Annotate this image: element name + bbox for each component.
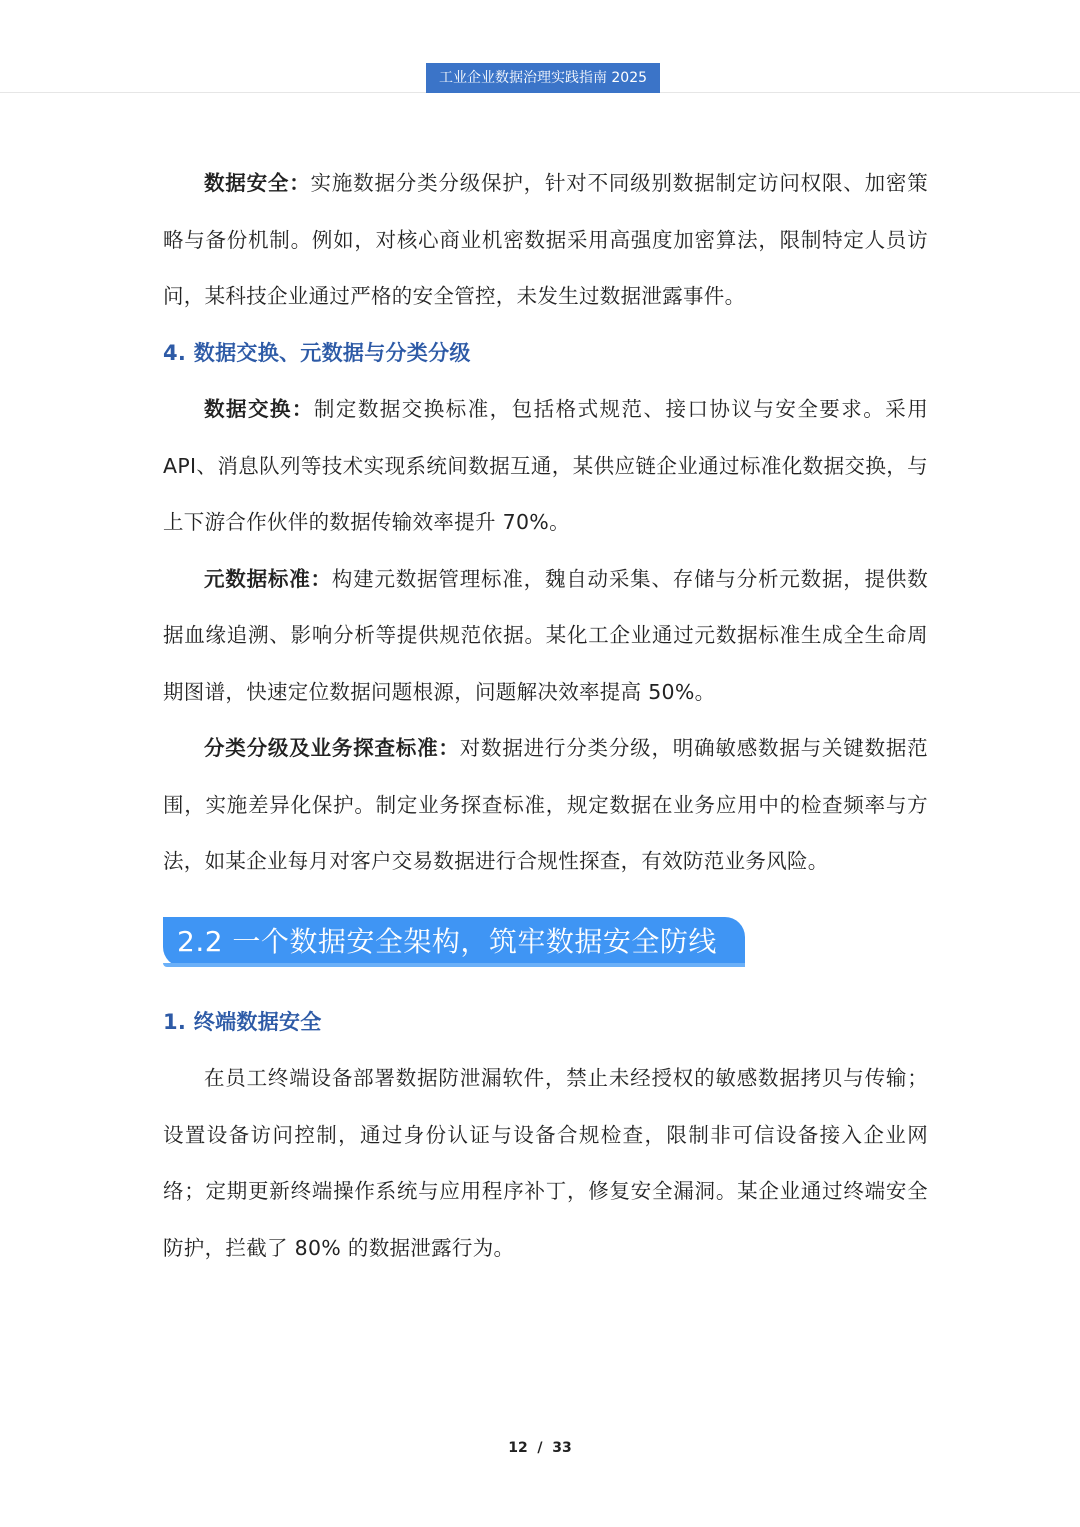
paragraph-metadata-standard <box>163 551 928 721</box>
page-content <box>163 155 928 1276</box>
section-title: 2.2 一个数据安全架构，筑牢数据安全防线 <box>177 924 717 958</box>
paragraph-data-security <box>163 155 928 325</box>
section-banner <box>163 917 745 967</box>
paragraph-endpoint-security <box>163 1050 928 1276</box>
paragraph-text: 在员工终端设备部署数据防泄漏软件，禁止未经授权的敏感数据拷贝与传输；设置设备访问控制，通过身份认证与设备合规检查，限制非可信设备接入企业网络；定期更新终端操作系统与应用程序补丁，修复安全漏洞。某企业通过终端安全防护，拦截了 80% 的数据泄露行为。 <box>163 1066 928 1260</box>
paragraph-label: 分类分级及业务探查标准： <box>204 736 460 760</box>
paragraph-classification-standard <box>163 720 928 890</box>
subheading-endpoint-security: 1. 终端数据安全 <box>163 1009 322 1034</box>
paragraph-text: 实施数据分类分级保护，针对不同级别数据制定访问权限、加密策略与备份机制。例如，对核心商业机密数据采用高强度加密算法，限制特定人员访问，某科技企业通过严格的安全管控，未发生过数据泄露事件。 <box>163 171 928 308</box>
paragraph-data-exchange <box>163 381 928 551</box>
page-number: 12 / 33 <box>508 1440 572 1456</box>
paragraph-text: 制定数据交换标准，包括格式规范、接口协议与安全要求。采用API、消息队列等技术实现系统间数据互通，某供应链企业通过标准化数据交换，与上下游合作伙伴的数据传输效率提升 70%。 <box>163 397 928 534</box>
paragraph-label: 数据安全： <box>204 171 311 195</box>
paragraph-text: 对数据进行分类分级，明确敏感数据与关键数据范围，实施差异化保护。制定业务探查标准，规定数据在业务应用中的检查频率与方法，如某企业每月对客户交易数据进行合规性探查，有效防范业务风险。 <box>163 736 928 873</box>
subheading-data-exchange-metadata: 4. 数据交换、元数据与分类分级 <box>163 340 471 365</box>
paragraph-label: 元数据标准： <box>204 566 332 591</box>
paragraph-text: 构建元数据管理标准，魏自动采集、存储与分析元数据，提供数据血缘追溯、影响分析等提供规范依据。某化工企业通过元数据标准生成全生命周期图谱，快速定位数据问题根源，问题解决效率提高 50%。 <box>163 566 928 704</box>
paragraph-label: 数据交换： <box>204 397 314 421</box>
document-header-title: 工业企业数据治理实践指南 2025 <box>426 63 660 93</box>
